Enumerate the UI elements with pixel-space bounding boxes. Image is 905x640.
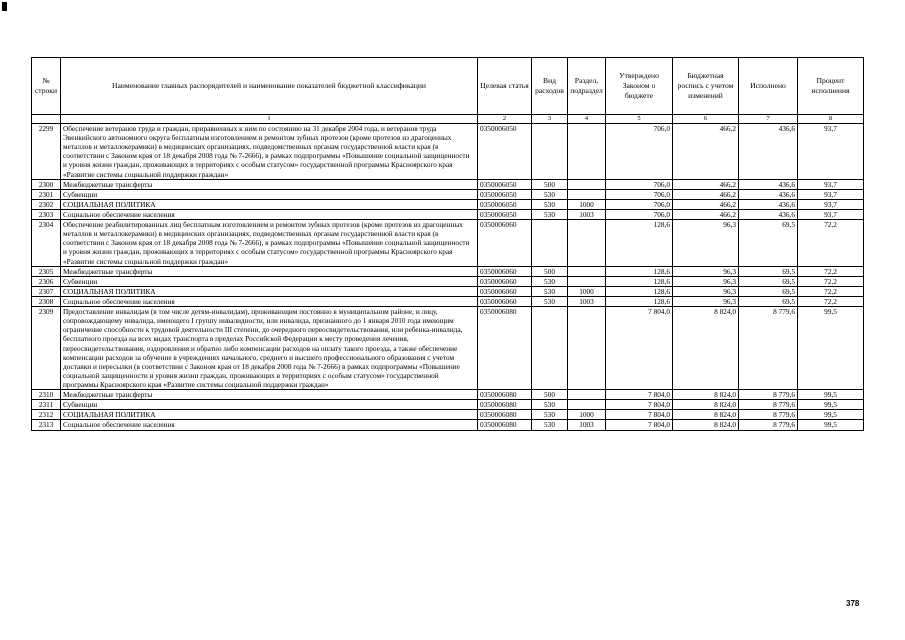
- cell-name: СОЦИАЛЬНАЯ ПОЛИТИКА: [61, 286, 478, 296]
- cell-executed: 436,6: [739, 179, 798, 189]
- header-approved: Утверждено Законом о бюджете: [606, 58, 673, 115]
- header-executed: Исполнено: [739, 58, 798, 115]
- cell-percent: 93,7: [798, 209, 864, 219]
- cell-executed: 436,6: [739, 209, 798, 219]
- cell-section: [568, 220, 606, 267]
- cell-row-no: 2305: [32, 266, 61, 276]
- cell-executed: 69,5: [739, 276, 798, 286]
- table-row: [32, 420, 864, 430]
- cell-expense-type: 500: [532, 390, 568, 400]
- colnum-4: 4: [568, 115, 606, 124]
- cell-target: 0350006060: [478, 266, 532, 276]
- colnum-7: 7: [739, 115, 798, 124]
- cell-executed: 8 779,6: [739, 420, 798, 430]
- cell-row-no: 2302: [32, 199, 61, 209]
- table-row: [32, 189, 864, 199]
- cell-name: СОЦИАЛЬНАЯ ПОЛИТИКА: [61, 199, 478, 209]
- table-row: [32, 209, 864, 219]
- page-number: 378: [846, 599, 860, 608]
- cell-approved: 128,6: [606, 296, 673, 306]
- table-row: [32, 276, 864, 286]
- cell-executed: 8 779,6: [739, 390, 798, 400]
- table-row: [32, 307, 864, 390]
- cell-name: Межбюджетные трансферты: [61, 179, 478, 189]
- table-row: [32, 400, 864, 410]
- cell-section: [568, 189, 606, 199]
- cell-name: Межбюджетные трансферты: [61, 390, 478, 400]
- cell-percent: 99,5: [798, 307, 864, 390]
- cell-name: Обеспечение реабилитированных лиц бесплатным изготовлением и ремонтом зубных протезов (кроме протезов из драгоценных металлов и металлокерамики) в медицинских организациях, подведомственных органам государственной власти края (в соответствии с Законом края от 18 декабря 2008 года № 7-2666), в рамках подпрограммы «Повышение социальной защищенности и уровня жизни граждан, проживающих в территориях с особым статусом» государственной программы Красноярского края «Развитие системы социальной поддержки граждан»: [61, 220, 478, 267]
- table-header: [32, 58, 864, 124]
- cell-painting: 96,3: [673, 266, 739, 276]
- colnum-0: [32, 115, 61, 124]
- cell-section: [568, 124, 606, 180]
- cell-percent: 72,2: [798, 266, 864, 276]
- cell-painting: 466,2: [673, 179, 739, 189]
- cell-percent: 72,2: [798, 276, 864, 286]
- cell-expense-type: 530: [532, 420, 568, 430]
- cell-painting: 466,2: [673, 199, 739, 209]
- cell-name: Субвенции: [61, 189, 478, 199]
- cell-section: 1003: [568, 209, 606, 219]
- header-target: Целевая статья: [478, 58, 532, 115]
- cell-executed: 436,6: [739, 189, 798, 199]
- cell-percent: 99,5: [798, 420, 864, 430]
- cell-row-no: 2306: [32, 276, 61, 286]
- colnum-2: 2: [478, 115, 532, 124]
- cell-row-no: 2308: [32, 296, 61, 306]
- cell-section: 1000: [568, 286, 606, 296]
- cell-target: 0350006060: [478, 276, 532, 286]
- cell-row-no: 2310: [32, 390, 61, 400]
- cell-painting: 8 824,0: [673, 307, 739, 390]
- table-row: [32, 124, 864, 180]
- colnum-5: 5: [606, 115, 673, 124]
- colnum-1: 1: [61, 115, 478, 124]
- cell-row-no: 2303: [32, 209, 61, 219]
- cell-approved: 706,0: [606, 199, 673, 209]
- cell-target: 0350006050: [478, 199, 532, 209]
- cell-target: 0350006060: [478, 286, 532, 296]
- cell-painting: 466,2: [673, 209, 739, 219]
- cell-name: СОЦИАЛЬНАЯ ПОЛИТИКА: [61, 410, 478, 420]
- cell-expense-type: 500: [532, 179, 568, 189]
- cell-expense-type: 530: [532, 296, 568, 306]
- cell-approved: 7 804,0: [606, 410, 673, 420]
- table-row: [32, 199, 864, 209]
- cell-name: Социальное обеспечение населения: [61, 420, 478, 430]
- cell-target: 0350006080: [478, 410, 532, 420]
- cell-target: 0350006060: [478, 296, 532, 306]
- cell-approved: 128,6: [606, 220, 673, 267]
- cell-expense-type: [532, 220, 568, 267]
- cell-percent: 72,2: [798, 220, 864, 267]
- table-row: [32, 410, 864, 420]
- cell-expense-type: [532, 124, 568, 180]
- table-row: [32, 296, 864, 306]
- cell-section: [568, 390, 606, 400]
- cell-approved: 128,6: [606, 286, 673, 296]
- cell-executed: 69,5: [739, 220, 798, 267]
- cell-executed: 436,6: [739, 199, 798, 209]
- header-name: Наименование главных распорядителей и наименование показателей бюджетной классификации: [61, 58, 478, 115]
- cell-row-no: 2299: [32, 124, 61, 180]
- cell-target: 0350006060: [478, 220, 532, 267]
- cell-painting: 466,2: [673, 124, 739, 180]
- cell-painting: 96,3: [673, 296, 739, 306]
- cell-row-no: 2313: [32, 420, 61, 430]
- cell-target: 0350006050: [478, 124, 532, 180]
- cell-name: Обеспечение ветеранов труда и граждан, приравненных к ним по состоянию на 31 декабря 2004 года, и ветеранов труда Эвенкийского автономного округа бесплатным изготовлением и ремонтом зубных протезов (кроме протезов из драгоценных металлов и металлокерамики) в медицинских организациях, подведомственных органам государственной власти края (в соответствии с Законом края от 18 декабря 2008 года № 7-2666), в рамках подпрограммы «Повышение социальной защищенности и уровня жизни граждан, проживающих в территориях с особым статусом» государственной программы Красноярского края «Развитие системы социальной поддержки граждан»: [61, 124, 478, 180]
- cell-executed: 8 779,6: [739, 410, 798, 420]
- cell-name: Социальное обеспечение населения: [61, 209, 478, 219]
- cell-expense-type: 530: [532, 199, 568, 209]
- header-painting: Бюджетная роспись с учетом изменений: [673, 58, 739, 115]
- colnum-8: 8: [798, 115, 864, 124]
- cell-percent: 99,5: [798, 410, 864, 420]
- cell-row-no: 2312: [32, 410, 61, 420]
- table-row: [32, 179, 864, 189]
- cell-expense-type: 530: [532, 286, 568, 296]
- cell-approved: 706,0: [606, 179, 673, 189]
- cell-executed: 69,5: [739, 266, 798, 276]
- cell-name: Субвенции: [61, 400, 478, 410]
- scan-corner-mark: [2, 2, 7, 11]
- cell-percent: 99,5: [798, 390, 864, 400]
- table-row: [32, 266, 864, 276]
- cell-target: 0350006080: [478, 400, 532, 410]
- cell-painting: 96,3: [673, 276, 739, 286]
- cell-approved: 706,0: [606, 189, 673, 199]
- cell-painting: 8 824,0: [673, 390, 739, 400]
- cell-percent: 72,2: [798, 296, 864, 306]
- cell-approved: 7 804,0: [606, 390, 673, 400]
- cell-target: 0350006050: [478, 209, 532, 219]
- cell-approved: 128,6: [606, 276, 673, 286]
- cell-percent: 93,7: [798, 199, 864, 209]
- header-section: Раздел, подраздел: [568, 58, 606, 115]
- cell-percent: 93,7: [798, 189, 864, 199]
- column-number-row: [32, 115, 864, 124]
- cell-row-no: 2307: [32, 286, 61, 296]
- cell-section: [568, 307, 606, 390]
- cell-target: 0350006080: [478, 307, 532, 390]
- cell-row-no: 2311: [32, 400, 61, 410]
- cell-name: Субвенции: [61, 276, 478, 286]
- cell-expense-type: 530: [532, 189, 568, 199]
- colnum-6: 6: [673, 115, 739, 124]
- cell-percent: 93,7: [798, 124, 864, 180]
- cell-section: 1000: [568, 410, 606, 420]
- cell-expense-type: 500: [532, 266, 568, 276]
- cell-painting: 96,3: [673, 286, 739, 296]
- cell-painting: 8 824,0: [673, 420, 739, 430]
- table-row: [32, 390, 864, 400]
- cell-executed: 8 779,6: [739, 400, 798, 410]
- cell-section: [568, 179, 606, 189]
- cell-section: [568, 266, 606, 276]
- cell-approved: 7 804,0: [606, 307, 673, 390]
- cell-painting: 8 824,0: [673, 410, 739, 420]
- cell-section: [568, 276, 606, 286]
- cell-percent: 72,2: [798, 286, 864, 296]
- cell-section: 1003: [568, 296, 606, 306]
- cell-section: 1000: [568, 199, 606, 209]
- cell-painting: 8 824,0: [673, 400, 739, 410]
- cell-row-no: 2309: [32, 307, 61, 390]
- cell-approved: 7 804,0: [606, 400, 673, 410]
- cell-expense-type: [532, 307, 568, 390]
- cell-name: Предоставление инвалидам (в том числе детям-инвалидам), проживающим постоянно в муниципальном районе, и лицу, сопровождающему инвалида, имеющего I группу инвалидности, или инвалида, признанного до 1 января 2010 года имеющим ограничение способности к трудовой деятельности III степени, до очередного переосвидетельствования, или ребенка-инвалида, бесплатного проезда на всех видах транспорта в пределах Российской Федерации к месту проведения лечения, переосвидетельствования, оздоровления и обратно либо компенсации расходов на оплату такого проезда, а также обеспечение компенсации расходов за обучение в учреждениях начального, среднего и высшего профессионального образования с учетом доставки и пересылки (в соответствии с Законом края от 18 декабря 2008 года № 7-2666) в рамках подпрограммы «Повышение социальной защищенности и уровня жизни граждан, проживающих в территориях с особым статусом» государственной программы Красноярского края «Развитие системы социальной поддержки граждан»: [61, 307, 478, 390]
- cell-target: 0350006050: [478, 189, 532, 199]
- cell-executed: 8 779,6: [739, 307, 798, 390]
- cell-executed: 69,5: [739, 296, 798, 306]
- header-percent: Процент исполнения: [798, 58, 864, 115]
- cell-expense-type: 530: [532, 400, 568, 410]
- cell-executed: 436,6: [739, 124, 798, 180]
- cell-section: [568, 400, 606, 410]
- cell-approved: 706,0: [606, 124, 673, 180]
- budget-table: [31, 57, 864, 431]
- cell-row-no: 2304: [32, 220, 61, 267]
- cell-row-no: 2300: [32, 179, 61, 189]
- cell-percent: 93,7: [798, 179, 864, 189]
- cell-name: Социальное обеспечение населения: [61, 296, 478, 306]
- cell-approved: 128,6: [606, 266, 673, 276]
- cell-expense-type: 530: [532, 410, 568, 420]
- cell-expense-type: 530: [532, 276, 568, 286]
- cell-target: 0350006050: [478, 179, 532, 189]
- table-row: [32, 286, 864, 296]
- cell-expense-type: 530: [532, 209, 568, 219]
- cell-approved: 706,0: [606, 209, 673, 219]
- cell-painting: 466,2: [673, 189, 739, 199]
- header-row-no: № строки: [32, 58, 61, 115]
- cell-section: 1003: [568, 420, 606, 430]
- cell-target: 0350006080: [478, 390, 532, 400]
- cell-approved: 7 804,0: [606, 420, 673, 430]
- cell-executed: 69,5: [739, 286, 798, 296]
- table-body: [32, 124, 864, 431]
- table-row: [32, 220, 864, 267]
- colnum-3: 3: [532, 115, 568, 124]
- cell-target: 0350006080: [478, 420, 532, 430]
- cell-percent: 99,5: [798, 400, 864, 410]
- header-expense-type: Вид расходов: [532, 58, 568, 115]
- cell-name: Межбюджетные трансферты: [61, 266, 478, 276]
- cell-painting: 96,3: [673, 220, 739, 267]
- cell-row-no: 2301: [32, 189, 61, 199]
